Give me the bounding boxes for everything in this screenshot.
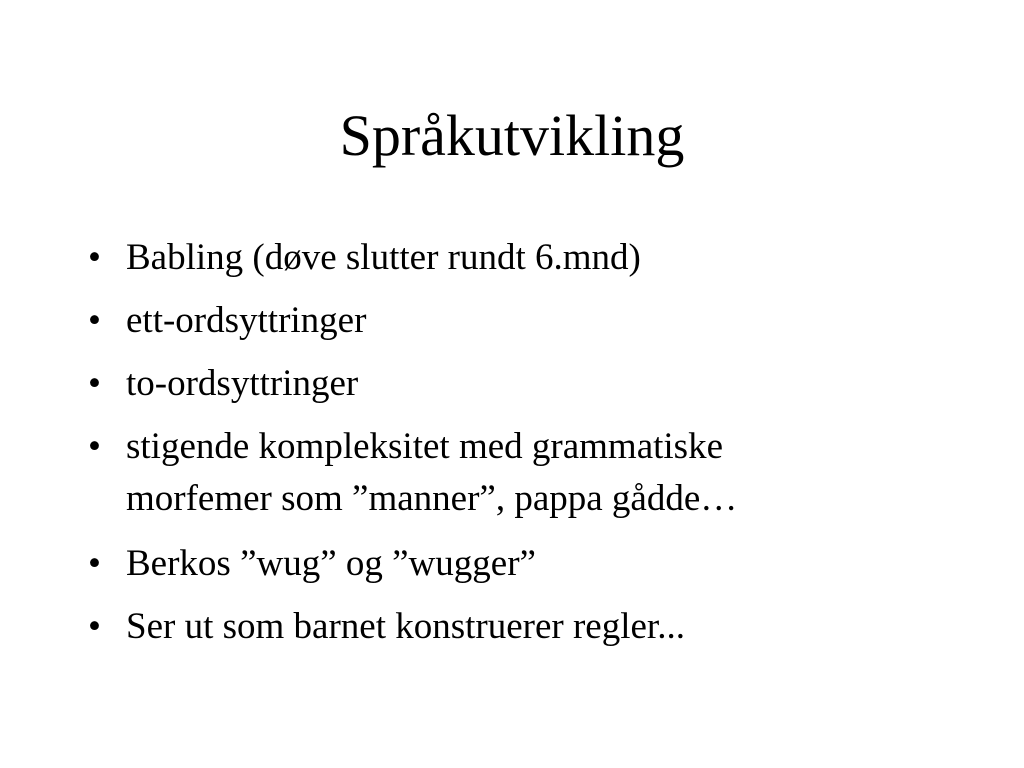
bullet-item-berko	[88, 538, 948, 590]
bullet-text-line-2: morfemer som ”manner”, pappa gådde…	[126, 478, 738, 519]
bullet-text: to-ordsyttringer	[126, 363, 359, 404]
bullet-icon: •	[88, 363, 101, 404]
bullet-list	[88, 232, 948, 664]
slide-title: Språkutvikling	[339, 103, 685, 168]
bullet-text: ett-ordsyttringer	[126, 300, 367, 341]
bullet-icon: •	[88, 543, 101, 584]
bullet-item-to-ord	[88, 358, 948, 410]
bullet-item-regler	[88, 601, 948, 653]
bullet-icon: •	[88, 606, 101, 647]
bullet-item-ett-ord	[88, 295, 948, 347]
bullet-item-kompleksitet	[88, 421, 948, 525]
bullet-icon: •	[88, 426, 101, 467]
bullet-text: Ser ut som barnet konstruerer regler...	[126, 606, 685, 647]
bullet-text: Berkos ”wug” og ”wugger”	[126, 543, 536, 584]
bullet-text: Babling (døve slutter rundt 6.mnd)	[126, 237, 641, 278]
bullet-text-line-1: stigende kompleksitet med grammatiske	[126, 426, 724, 467]
bullet-item-babling	[88, 232, 948, 284]
bullet-icon: •	[88, 300, 101, 341]
bullet-icon: •	[88, 237, 101, 278]
